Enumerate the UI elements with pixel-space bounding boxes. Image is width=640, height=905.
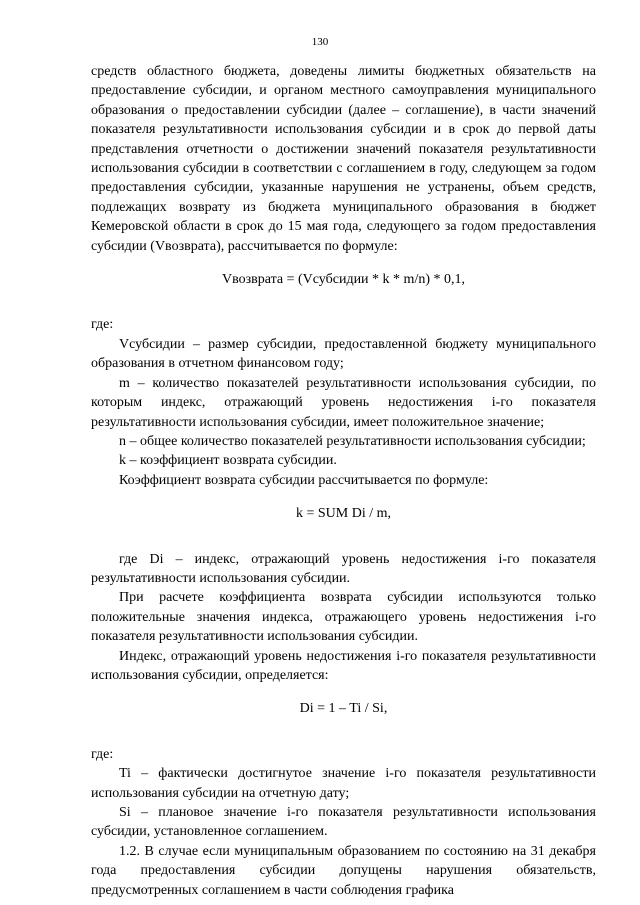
definition-v-subsidy: Vсубсидии – размер субсидии, предоставленной бюджету муниципального образования в отчетном финансовом году; — [91, 336, 596, 372]
definition-ti: Ti – фактически достигнутое значение i-го показателя результативности использования субсидии на отчетную дату; — [91, 766, 596, 801]
page-number: 130 — [311, 36, 329, 48]
paragraph-where-2: где: — [91, 746, 114, 762]
document-body — [91, 62, 596, 900]
paragraph-positive-values: При расчете коэффициента возврата субсидии используются только положительные значения индекса, отражающего уровень недостижения i-го показателя результативности использования субсидии. — [91, 590, 596, 645]
definition-k: k – коэффициент возврата субсидии. — [119, 453, 337, 469]
definition-n: n – общее количество показателей результативности использования субсидии; — [119, 433, 586, 449]
paragraph-where: где: — [91, 317, 114, 333]
definition-m: m – количество показателей результативности использования субсидии, по которым индекс, отражающий уровень недостижения i-го показателя результативности использования субсидии, имеет положительное значение; — [91, 375, 596, 430]
definition-di: где Di – индекс, отражающий уровень недостижения i-го показателя результативности использования субсидии. — [91, 551, 596, 586]
definition-si: Si – плановое значение i-го показателя результативности использования субсидии, установленное соглашением. — [91, 805, 596, 840]
paragraph-k-formula-intro: Коэффициент возврата субсидии рассчитывается по формуле: — [119, 472, 489, 488]
paragraph-intro: средств областного бюджета, доведены лимиты бюджетных обязательств на предоставление субсидии, и органом местного самоуправления муниципального образования о предоставлении субсидии (далее – соглашение), в части значений показателя результативности использования субсидии и в срок до первой даты представления отчетности о достижении значений показателя результативности использования субсидии в соответствии с соглашением в году, следующем за годом предоставления субсидии, указанные нарушения не устранены, объем средств, подлежащих возврату из бюджета муниципального образования в бюджет Кемеровской области в срок до 15 мая года, следующего за годом предоставления субсидии (Vвозврата), рассчитывается по формуле: — [91, 64, 596, 254]
paragraph-index-intro: Индекс, отражающий уровень недостижения i-го показателя результативности использования субсидии, определяется: — [91, 648, 596, 683]
formula-return-volume: Vвозврата = (Vсубсидии * k * m/n) * 0,1, — [221, 272, 465, 288]
formula-k: k = SUM Di / m, — [295, 506, 392, 522]
formula-di: Di = 1 – Ti / Si, — [299, 701, 388, 717]
paragraph-section-1-2: 1.2. В случае если муниципальным образованием по состоянию на 31 декабря года предоставления субсидии допущены нарушения обязательств, предусмотренных соглашением в части соблюдения графика — [91, 843, 596, 898]
